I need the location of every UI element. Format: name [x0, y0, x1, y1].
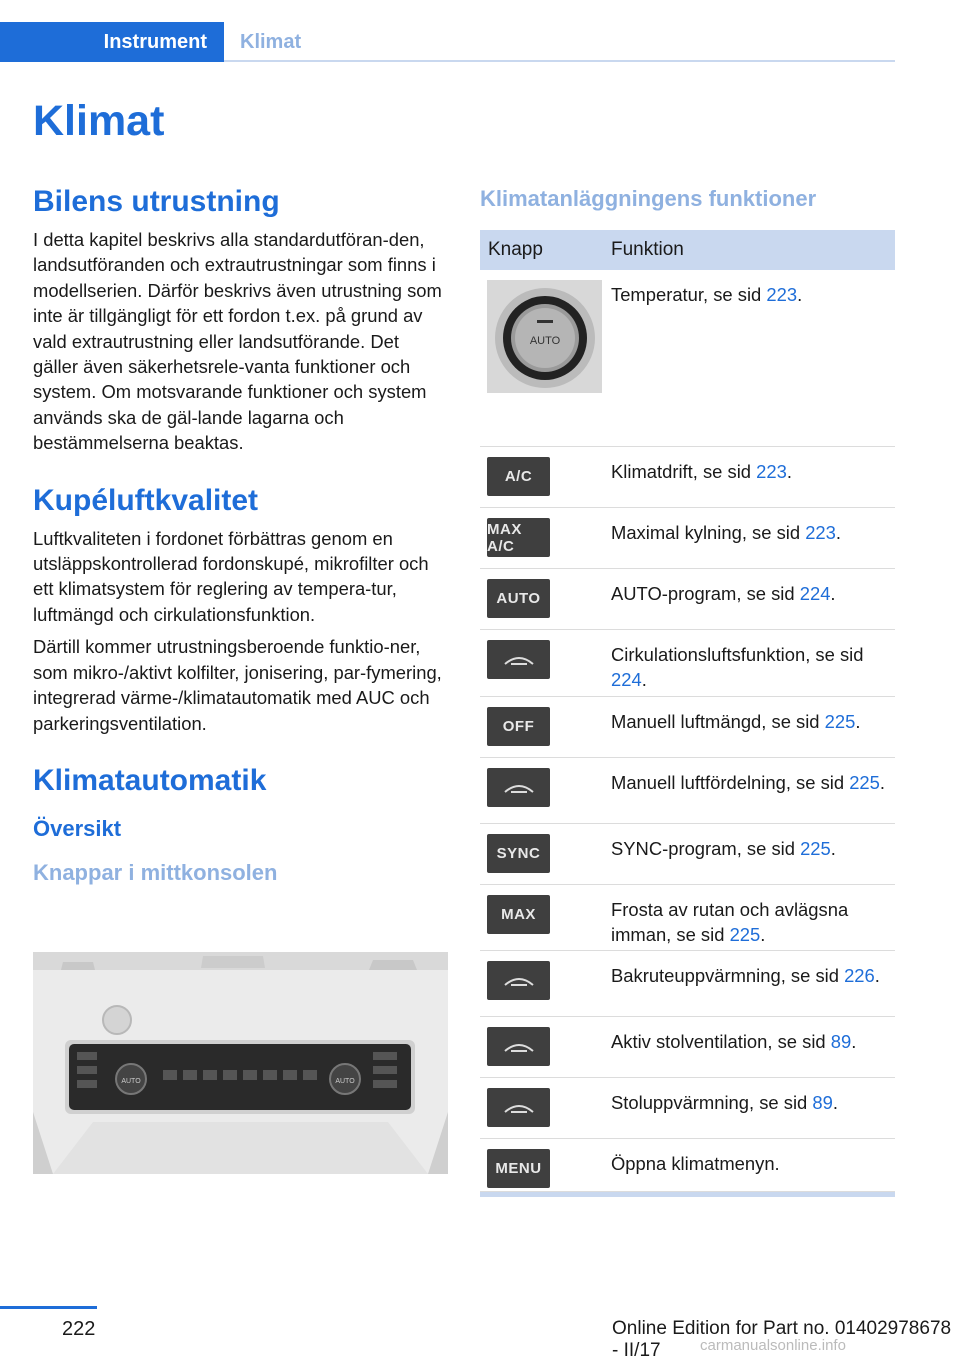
function-text: Manuell luftmängd, se sid 225. — [611, 711, 861, 732]
button-icon: A/C — [487, 457, 550, 496]
page-link[interactable]: 225 — [824, 711, 856, 732]
section-title-klimatautomatik: Klimatautomatik — [33, 763, 267, 797]
functions-table — [480, 230, 895, 1197]
watermark: carmanualsonline.info — [700, 1337, 846, 1354]
button-icon — [487, 961, 550, 1000]
table-row — [480, 824, 895, 885]
function-text: Stoluppvärmning, se sid 89. — [611, 1092, 838, 1113]
auto-label: AUTO — [121, 1078, 141, 1085]
table-row — [480, 447, 895, 508]
auto-label: AUTO — [335, 1078, 355, 1085]
body-text: Luftkvaliteten i fordonet förbättras genom en utsläppskontrollerad fordonskupé, mikrofilter och ett klimatsystem för reglering av tempera-tur, luftmängd och cirkulationsfunktion. — [33, 527, 429, 625]
page-link[interactable]: 223 — [766, 284, 798, 305]
console-illustration — [33, 952, 448, 1174]
table-row — [480, 630, 895, 697]
right-column — [480, 183, 895, 215]
table-header — [480, 230, 895, 270]
button-icon: MAX A/C — [487, 518, 550, 557]
function-text: AUTO-program, se sid 224. — [611, 583, 836, 604]
table-row — [480, 508, 895, 569]
table-row — [480, 951, 895, 1017]
button-icon: SYNC — [487, 834, 550, 873]
button-icon — [487, 768, 550, 807]
table-row — [480, 569, 895, 630]
table-row — [480, 697, 895, 758]
section-title-utrustning: Bilens utrustning — [33, 185, 280, 218]
table-title: Klimatanläggningens funktioner — [480, 186, 817, 211]
function-text: Temperatur, se sid 223. — [611, 284, 803, 305]
function-text: Maximal kylning, se sid 223. — [611, 522, 842, 543]
function-text: Öppna klimatmenyn. — [611, 1153, 780, 1174]
button-icon — [487, 1088, 550, 1127]
left-column — [33, 183, 448, 888]
function-text: Manuell luftfördelning, se sid 225. — [611, 772, 886, 793]
tab-instrument[interactable]: Instrument — [0, 22, 224, 62]
edition-footer: Online Edition for Part no. 01402978678 - II/17 — [612, 1318, 952, 1361]
tab-klimat[interactable]: Klimat — [240, 31, 302, 53]
table-end-rule — [480, 1192, 895, 1197]
col-header-knapp: Knapp — [488, 239, 543, 260]
table-row — [480, 1017, 895, 1078]
console-figure — [33, 952, 448, 1174]
page-link[interactable]: 225 — [800, 838, 831, 859]
page-link[interactable]: 224 — [611, 669, 642, 690]
table-row — [480, 885, 895, 951]
page-link[interactable]: 225 — [729, 924, 761, 945]
page-link[interactable]: 224 — [799, 583, 831, 604]
page-link[interactable]: 223 — [756, 461, 787, 482]
page-link[interactable]: 89 — [812, 1092, 833, 1113]
function-text: Cirkulationsluftsfunktion, se sid 224. — [611, 644, 864, 690]
button-icon: OFF — [487, 707, 550, 746]
page-title: Klimat — [33, 97, 165, 145]
page-number-rule — [0, 1306, 97, 1309]
function-text: Klimatdrift, se sid 223. — [611, 461, 792, 482]
function-text: Bakruteuppvärmning, se sid 226. — [611, 965, 880, 986]
svg-text:AUTO: AUTO — [529, 335, 561, 347]
page-link[interactable]: 89 — [830, 1031, 852, 1052]
table-row — [480, 758, 895, 824]
button-icon — [487, 1027, 550, 1066]
function-text: Frosta av rutan och avlägsna imman, se sid 225. — [611, 899, 849, 945]
button-icon: MENU — [487, 1149, 550, 1188]
section-title-kupe: Kupéluftkvalitet — [33, 483, 259, 517]
button-icon: MAX — [487, 895, 550, 934]
subsection-subtitle: Knappar i mittkonsolen — [33, 859, 278, 885]
button-icon — [487, 640, 550, 679]
function-text: SYNC-program, se sid 225. — [611, 838, 836, 859]
table-row — [480, 1139, 895, 1192]
page-number: 222 — [62, 1318, 96, 1340]
body-text: Därtill kommer utrustningsberoende funktio-ner, som mikro-/aktivt kolfilter, jonisering, par-fymering, integrerad värme-/klimatautomatik med AUC och parkeringsventilation. — [33, 636, 442, 734]
table-row — [480, 270, 895, 447]
page-link[interactable]: 226 — [844, 965, 875, 986]
subsection-title: Översikt — [33, 815, 122, 841]
function-text: Aktiv stolventilation, se sid 89. — [611, 1031, 857, 1052]
top-navigation — [0, 22, 895, 62]
divider — [224, 60, 895, 62]
body-text: I detta kapitel beskrivs alla standardutföran-den, landsutföranden och extrautrustningar som finns i modellserien. Därför beskrivs även utrustning som inte är tillgängligt för ett fordon t.ex. på grund av vald extrautrustning eller landsutförande. Det gäller även säkerhetsrele-vanta funktioner och system. Om motsvarande funktioner och system används ska de gäl-lande lagarna och bestämmelserna beaktas. — [33, 229, 442, 454]
table-row — [480, 1078, 895, 1139]
col-header-funktion: Funktion — [611, 239, 684, 260]
temperature-knob-image — [487, 280, 602, 393]
button-icon: AUTO — [487, 579, 550, 618]
page-link[interactable]: 223 — [805, 522, 836, 543]
page-link[interactable]: 225 — [849, 772, 880, 793]
